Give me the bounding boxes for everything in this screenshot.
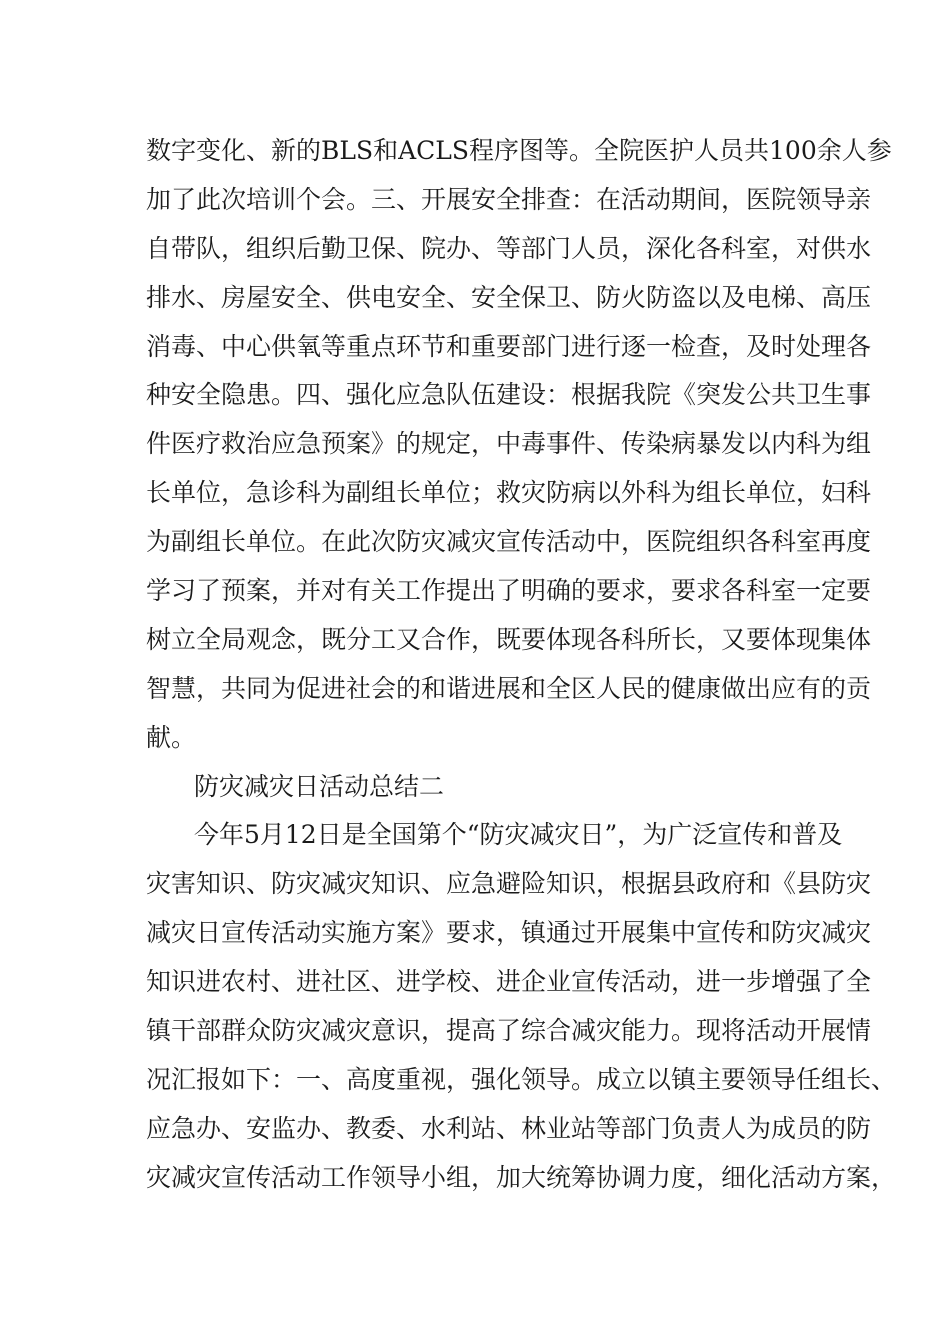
text-line: 消毒、中心供氧等重点环节和重要部门进行逐一检查，及时处理各 [146, 331, 872, 361]
text-line: 数字变化、新的BLS和ACLS程序图等。全院医护人员共100余人参 [146, 136, 892, 165]
text-line: 知识进农村、进社区、进学校、进企业宣传活动，进一步增强了全 [146, 967, 872, 997]
text-line: 今年5月12日是全国第个“防灾减灾日”，为广泛宣传和普及 [194, 820, 843, 850]
text-line: 自带队，组织后勤卫保、院办、等部门人员，深化各科室，对供水 [146, 233, 872, 263]
text-line: 减灾日宣传活动实施方案》要求，镇通过开展集中宣传和防灾减灾 [146, 918, 872, 948]
text-line: 灾减灾宣传活动工作领导小组，加大统筹协调力度，细化活动方案， [146, 1162, 897, 1192]
section-heading: 防灾减灾日活动总结二 [194, 771, 445, 801]
text-line: 献。 [146, 722, 197, 752]
text-line: 智慧，共同为促进社会的和谐进展和全区人民的健康做出应有的贡 [146, 673, 872, 703]
text-line: 灾害知识、防灾减灾知识、应急避险知识，根据县政府和《县防灾 [146, 869, 872, 899]
text-line: 长单位，急诊科为副组长单位；救灾防病以外科为组长单位，妇科 [146, 478, 872, 508]
paragraph-1 [146, 127, 892, 763]
text-line: 加了此次培训个会。三、开展安全排查：在活动期间，医院领导亲 [146, 184, 872, 214]
text-line: 排水、房屋安全、供电安全、安全保卫、防火防盗以及电梯、高压 [146, 282, 872, 312]
paragraph-2 [146, 811, 897, 1202]
text-line: 为副组长单位。在此次防灾减灾宣传活动中，医院组织各科室再度 [146, 527, 872, 557]
text-line: 种安全隐患。四、强化应急队伍建设：根据我院《突发公共卫生事 [146, 380, 872, 410]
text-line: 学习了预案，并对有关工作提出了明确的要求，要求各科室一定要 [146, 576, 872, 606]
text-line: 应急办、安监办、教委、水利站、林业站等部门负责人为成员的防 [146, 1113, 872, 1143]
text-line: 件医疗救治应急预案》的规定，中毒事件、传染病暴发以内科为组 [146, 429, 872, 459]
document-body [146, 127, 897, 1203]
text-line: 树立全局观念，既分工又合作，既要体现各科所长，又要体现集体 [146, 624, 872, 654]
text-line: 况汇报如下：一、高度重视，强化领导。成立以镇主要领导任组长、 [146, 1064, 897, 1094]
text-line: 镇干部群众防灾减灾意识，提高了综合减灾能力。现将活动开展情 [146, 1016, 872, 1046]
